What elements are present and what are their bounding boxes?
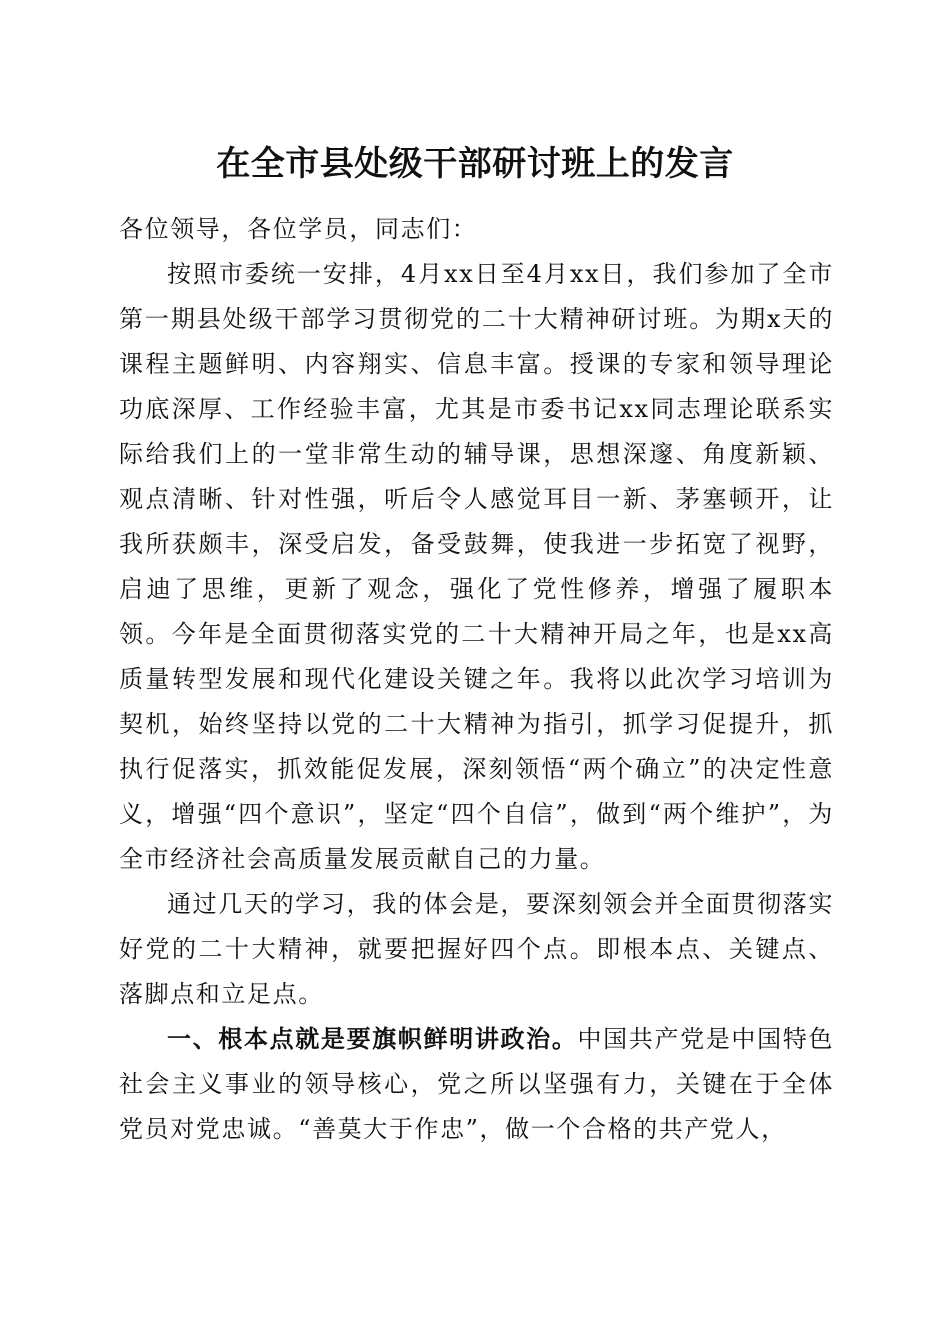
document-title: 在全市县处级干部研讨班上的发言: [216, 144, 734, 184]
section-1-heading: 一、根本点就是要旗帜鲜明讲政治。: [167, 1025, 578, 1053]
paragraph-intro: 按照市委统一安排，4月xx日至4月xx日，我们参加了全市第一期县处级干部学习贯彻党的二十大精神研讨班。为期x天的课程主题鲜明、内容翔实、信息丰富。授课的专家和领导理论功底深厚、工作经验丰富，尤其是市委书记xx同志理论联系实际给我们上的一堂非常生动的辅导课，思想深邃、角度新颖、观点清晰、针对性强，听后令人感觉耳目一新、茅塞顿开，让我所获颇丰，深受启发，备受鼓舞，使我进一步拓宽了视野，启迪了思维，更新了观念，强化了党性修养，增强了履职本领。今年是全面贯彻落实党的二十大精神开局之年，也是xx高质量转型发展和现代化建设关键之年。我将以此次学习培训为契机，始终坚持以党的二十大精神为指引，抓学习促提升，抓执行促落实，抓效能促发展，深刻领悟“两个确立”的决定性意义，增强“四个意识”，坚定“四个自信”，做到“两个维护”，为全市经济社会高质量发展贡献自己的力量。: [119, 260, 834, 873]
paragraph-summary: 通过几天的学习，我的体会是，要深刻领会并全面贯彻落实好党的二十大精神，就要把握好四个点。即根本点、关键点、落脚点和立足点。: [119, 890, 834, 1008]
document-body: [119, 207, 834, 1152]
section-1-paragraph: [119, 1017, 834, 1152]
section-1-text: 中国共产党是中国特色社会主义事业的领导核心，党之所以坚强有力，关键在于全体党员对党忠诚。“善莫大于作忠”，做一个合格的共产党人，: [119, 1025, 834, 1143]
salutation: 各位领导，各位学员，同志们：: [119, 215, 478, 243]
